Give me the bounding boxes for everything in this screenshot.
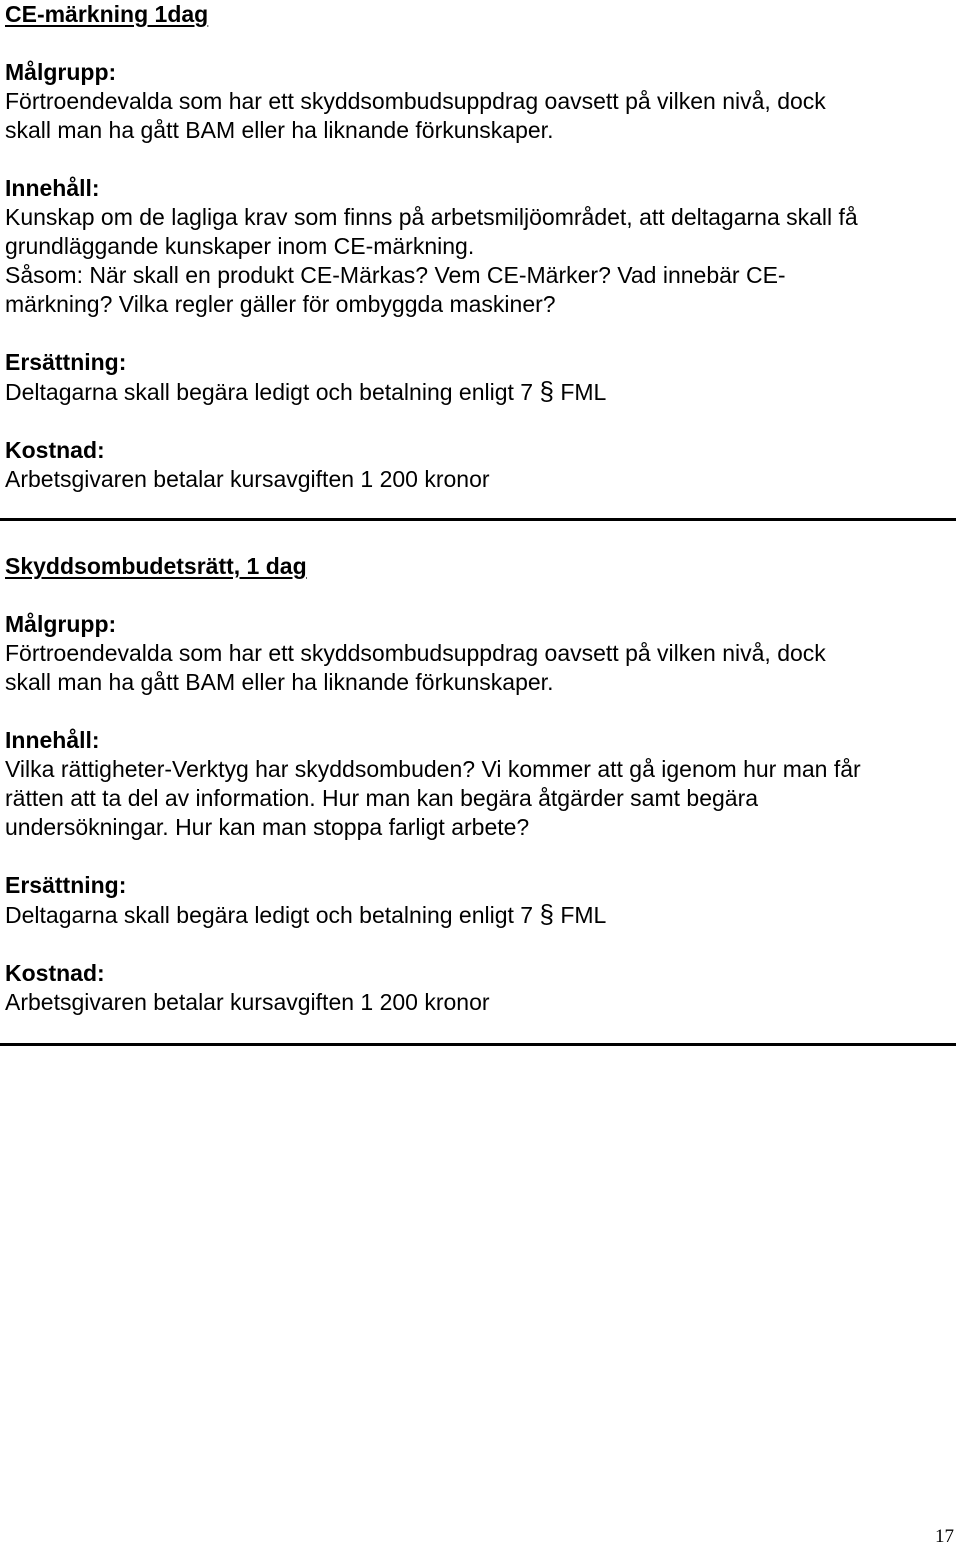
content-line: Vilka rättigheter-Verktyg har skyddsombuden? Vi kommer att gå igenom hur man får: [5, 756, 861, 782]
section-symbol: §: [539, 376, 554, 406]
content-line: rätten att ta del av information. Hur man kan begära åtgärder samt begära: [5, 785, 759, 811]
target-group-line: Förtroendevalda som har ett skyddsombudsuppdrag oavsett på vilken nivå, dock: [5, 640, 826, 666]
cost-text: Arbetsgivaren betalar kursavgiften 1 200 kronor: [5, 466, 490, 492]
compensation-text-start: Deltagarna skall begära ledigt och betalning enligt 7: [5, 902, 540, 928]
compensation-text-end: FML: [553, 379, 607, 405]
content-line: undersökningar. Hur kan man stoppa farligt arbete?: [5, 814, 530, 840]
compensation-label: Ersättning:: [5, 349, 127, 375]
course-section-ce-marking: [5, 0, 950, 494]
cost-text: Arbetsgivaren betalar kursavgiften 1 200 kronor: [5, 989, 490, 1015]
target-group-line: Förtroendevalda som har ett skyddsombudsuppdrag oavsett på vilken nivå, dock: [5, 88, 826, 114]
content-line: märkning? Vilka regler gäller för ombyggda maskiner?: [5, 291, 556, 317]
cost-label: Kostnad:: [5, 960, 105, 986]
section-divider: [0, 518, 956, 521]
target-group-line: skall man ha gått BAM eller ha liknande förkunskaper.: [5, 669, 554, 695]
content-label: Innehåll:: [5, 175, 100, 201]
compensation-text: [5, 377, 950, 407]
target-group-label: Målgrupp:: [5, 59, 117, 85]
course-section-safety-rep-rights: [5, 552, 950, 1017]
content-line: grundläggande kunskaper inom CE-märkning.: [5, 233, 475, 259]
target-group-line: skall man ha gått BAM eller ha liknande förkunskaper.: [5, 117, 554, 143]
section-divider: [0, 1043, 956, 1046]
course-title: Skyddsombudetsrätt, 1 dag: [5, 553, 307, 579]
content-label: Innehåll:: [5, 727, 100, 753]
compensation-text-end: FML: [553, 902, 607, 928]
content-line: Såsom: När skall en produkt CE-Märkas? Vem CE-Märker? Vad innebär CE-: [5, 262, 786, 288]
compensation-text: [5, 900, 950, 930]
page-number: 17: [935, 1526, 954, 1547]
course-title: CE-märkning 1dag: [5, 1, 209, 27]
cost-label: Kostnad:: [5, 437, 105, 463]
section-symbol: §: [539, 899, 554, 929]
compensation-text-start: Deltagarna skall begära ledigt och betalning enligt 7: [5, 379, 540, 405]
compensation-label: Ersättning:: [5, 872, 127, 898]
target-group-label: Målgrupp:: [5, 611, 117, 637]
content-line: Kunskap om de lagliga krav som finns på arbetsmiljöområdet, att deltagarna skall få: [5, 204, 858, 230]
